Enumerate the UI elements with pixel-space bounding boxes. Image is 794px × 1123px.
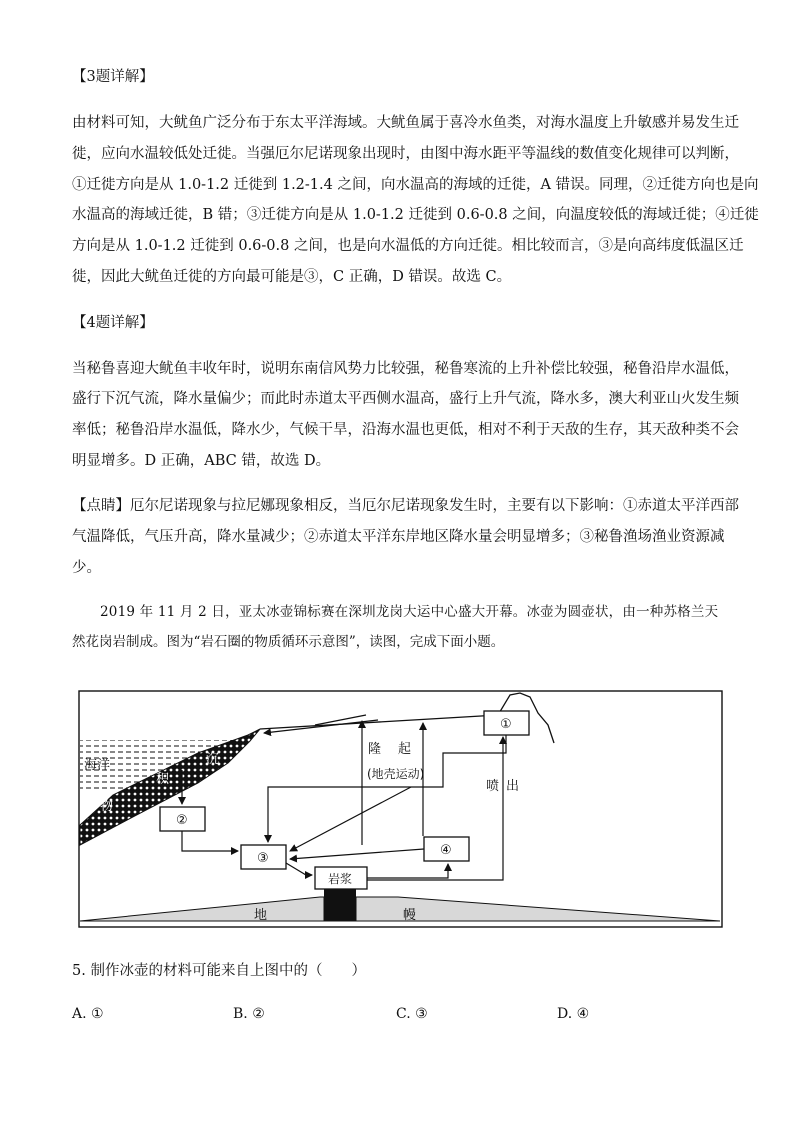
rock-box-1-label: ① (500, 717, 512, 732)
rock-box-3-label: ③ (257, 851, 269, 866)
uplift-label-char: 隆 (368, 742, 382, 757)
rock-cycle-diagram (78, 683, 723, 928)
q3-line: 水温高的海域迁徙，B 错；③迁徙方向是从 1.0-1.2 迁徙到 0.6-0.8 之间，向温度较低的海域迁徙；④迁徙 (72, 207, 759, 223)
question-intro-line: 然花岗岩制成。图为“岩石圈的物质循环示意图”，读图，完成下面小题。 (72, 634, 505, 650)
tip-line: 【点睛】厄尔尼诺现象与拉尼娜现象相反，当厄尔尼诺现象发生时，主要有以下影响：①赤道太平洋西部 (72, 498, 739, 514)
question-5-stem: 5. 制作冰壶的材料可能来自上图中的（ ） (72, 963, 366, 979)
q4-line: 率低；秘鲁沿岸水温低，降水少，气候干旱，沿海水温也更低，相对不利于天敌的生存，其天敌种类不会 (72, 422, 739, 438)
q4-line: 明显增多。D 正确，ABC 错，故选 D。 (72, 453, 331, 469)
rock-box-4-label: ④ (440, 843, 452, 858)
ocean-label: 海洋 (84, 758, 111, 773)
magma-conduit (324, 889, 356, 921)
eruption-label-char: 喷 (486, 779, 500, 794)
sediment-label-char: 沉 (206, 752, 220, 767)
q3-line: ①迁徙方向是从 1.0-1.2 迁徙到 1.2-1.4 之间，向水温高的海域的迁徙，A 错误。同理，②迁徙方向也是向 (72, 177, 759, 193)
tip-line: 气温降低，气压升高，降水量减少；②赤道太平洋东岸地区降水量会明显增多；③秘鲁渔场渔业资源减 (72, 529, 725, 545)
sediment-label-char: 物 (100, 799, 114, 814)
q3-line: 徙，因此大鱿鱼迁徙的方向最可能是③，C 正确，D 错误。故选 C。 (72, 269, 512, 285)
tip-line: 少。 (72, 560, 101, 576)
option-d[interactable]: D. ④ (557, 1006, 590, 1022)
q4-line: 盛行下沉气流，降水量偏少；而此时赤道太平西侧水温高，盛行上升气流，降水多，澳大利亚山火发生频 (72, 391, 739, 407)
q3-line: 方向是从 1.0-1.2 迁徙到 0.6-0.8 之间，也是向水温低的方向迁徙。相比较而言，③是向高纬度低温区迁 (72, 238, 744, 254)
eruption-label-char: 出 (506, 779, 520, 794)
q4-heading: 【4题详解】 (72, 315, 154, 331)
mantle-label-char: 地 (254, 908, 268, 923)
crust-movement-label: (地壳运动) (367, 767, 425, 781)
q4-line: 当秘鲁喜迎大鱿鱼丰收年时，说明东南信风势力比较强，秘鲁寒流的上升补偿比较强，秘鲁沿岸水温低， (72, 361, 739, 377)
option-a[interactable]: A. ① (72, 1006, 104, 1022)
q3-line: 由材料可知，大鱿鱼广泛分布于东太平洋海域。大鱿鱼属于喜冷水鱼类，对海水温度上升敏感并易发生迁 (72, 115, 739, 131)
rock-box-2-label: ② (176, 813, 188, 828)
sediment-label-char: 积 (156, 772, 170, 787)
q3-line: 徙，应向水温较低处迁徙。当强厄尔尼诺现象出现时，由图中海水距平等温线的数值变化规律可以判断， (72, 146, 739, 162)
mantle-label-char: 幔 (403, 908, 417, 923)
question-intro-line: 2019 年 11 月 2 日，亚太冰壶锦标赛在深圳龙岗大运中心盛大开幕。冰壶为圆壶状，由一种苏格兰天 (100, 604, 719, 620)
uplift-label-char: 起 (398, 742, 412, 757)
option-b[interactable]: B. ② (233, 1006, 265, 1022)
magma-label: 岩浆 (328, 872, 353, 886)
option-c[interactable]: C. ③ (396, 1006, 428, 1022)
q3-heading: 【3题详解】 (72, 69, 154, 85)
